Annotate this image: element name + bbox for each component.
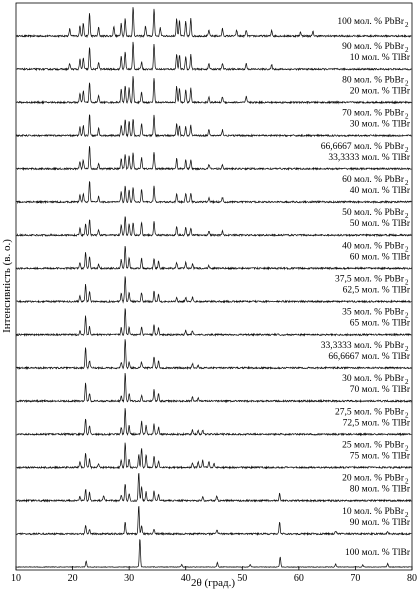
series-label-line1: 90 мол. % PbBr [342,42,404,53]
series-label-line1-subscript: 2 [405,79,409,88]
series-label-line2: 75 мол. % TlBr [349,451,410,462]
series-label-line2: 50 мол. % TlBr [349,219,410,230]
series-label-line1: 20 мол. % PbBr [342,473,404,484]
series-label-line1: 40 мол. % PbBr [342,241,404,252]
series-label-line1-subscript: 2 [405,444,409,453]
series-label-line1-subscript: 2 [405,411,409,420]
series-label-line1: 50 мол. % PbBr [342,208,404,219]
x-tick-label: 70 [350,573,361,584]
series-label-line2: 20 мол. % TlBr [349,86,410,97]
series-label-line2: 60 мол. % TlBr [349,252,410,263]
series-label-line1: 60 мол. % PbBr [342,174,404,185]
series-label-line1-subscript: 2 [405,46,409,55]
series-label-line2: 30 мол. % TlBr [349,119,410,130]
series-label-line1-subscript: 2 [405,510,409,519]
series-label-line1-subscript: 2 [405,245,409,254]
series-label-line1: 27,5 мол. % PbBr [335,407,404,418]
series-label-line1: 100 мол. % PbBr [337,17,404,27]
series-label-line1-subscript: 2 [405,344,409,353]
x-tick-label: 10 [11,573,21,584]
series-label-line1-subscript: 2 [405,278,409,287]
series-label-line2: 33,3333 мол. % TlBr [328,152,410,163]
x-tick-label: 40 [180,573,191,584]
series-label-line1: 70 мол. % PbBr [342,108,404,119]
x-axis-label: 2θ (град.) [190,577,236,589]
series-label-line1: 100 мол. % TlBr [345,548,410,558]
series-label-line2: 90 мол. % TlBr [349,517,410,528]
series-label-line1: 33,3333 мол. % PbBr [320,340,404,351]
x-tick-label: 80 [407,573,417,584]
series-label-line1-subscript: 2 [405,212,409,221]
series-label-line1: 37,5 мол. % PbBr [335,274,404,285]
series-label-line2: 72,5 мол. % TlBr [342,418,410,429]
series-label-line1: 35 мол. % PbBr [342,307,404,318]
y-axis-label: Інтенсивність (в. о.) [1,239,13,333]
composition-labels [321,17,411,558]
series-label-line2: 80 мол. % TlBr [349,484,410,495]
series-label-line1-subscript: 2 [405,378,409,387]
series-label-line1: 80 мол. % PbBr [342,75,404,86]
series-label-line1-subscript: 2 [405,112,409,121]
series-label-line1-subscript: 2 [405,178,409,187]
series-label-line1-subscript: 2 [405,21,409,29]
x-tick-label: 30 [124,573,135,584]
series-label-line1: 66,6667 мол. % PbBr [320,141,404,152]
series-label-line2: 62,5 мол. % TlBr [342,285,410,296]
series-label-line2: 66,6667 мол. % TlBr [328,351,410,362]
series-label-line2: 70 мол. % TlBr [349,385,410,396]
x-tick-label: 50 [237,573,248,584]
series-label-line2: 10 мол. % TlBr [349,53,410,64]
series-label-line1-subscript: 2 [405,477,409,486]
series-label-line1: 30 мол. % PbBr [342,374,404,385]
series-label-line2: 40 мол. % TlBr [349,185,410,196]
series-label-line1-subscript: 2 [405,145,409,154]
series-label-line1: 25 мол. % PbBr [342,440,404,451]
series-label-line1: 10 мол. % PbBr [342,506,404,517]
x-tick-label: 20 [67,573,78,584]
x-tick-label: 60 [293,573,304,584]
series-label-line1-subscript: 2 [405,311,409,320]
series-label-line2: 65 мол. % TlBr [349,318,410,329]
